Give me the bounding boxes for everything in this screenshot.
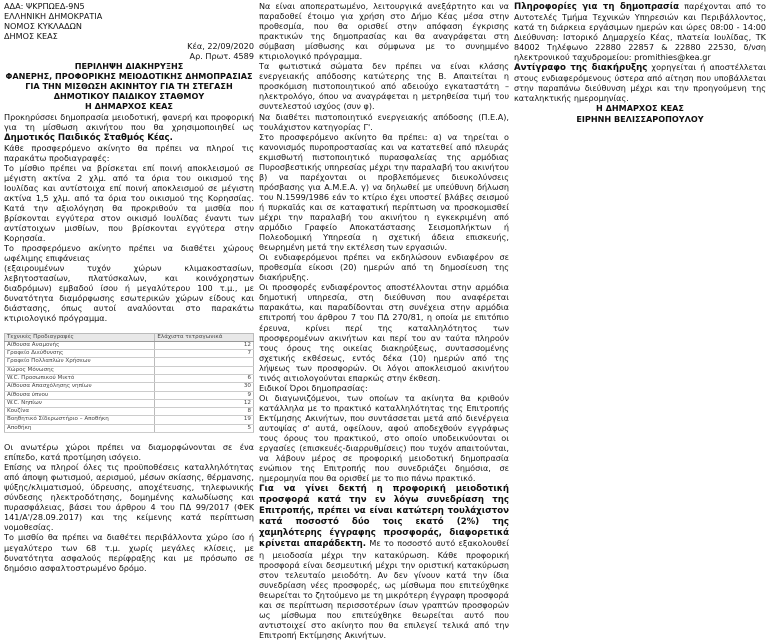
table-row: W.C. Προσωπικού Μικτό 6 [5,374,254,382]
signature-title: Η ΔΗΜΑΡΧΟΣ ΚΕΑΣ [596,103,684,114]
title-line-1: ΠΕΡΙΛΗΨΗ ΔΙΑΚΗΡΥΞΗΣ [74,61,184,72]
paragraph-area: Το προσφερόμενο ακίνητο πρέπει να διαθέτει χώρους ωφέλιμης επιφάνειας [4,243,254,264]
table-row: W.C. Νηπίων 12 [5,399,254,407]
paragraph-fire-safety: Στο προσφερόμενο ακίνητο θα πρέπει: α) να τηρείται ο κανονισμός πυροπροστασίας και να κατατεθεί από πλευράς εκμισθωτή πιστοποιητικό πυρασφαλείας της αρμόδιας Πυροσβεστικής υπηρεσίας μέχρι την παραλαβή του ακινήτου β) να παρέχονται οι προβλεπόμενες διευκολύνσεις πρόσβασης για Α.Μ.Ε.Α. γ) να δηλωθεί με υπεύθυνη δήλωση του Ν.1599/1986 εάν το κτίριο έχει υποστεί βλάβες σεισμού ή πυρκαϊάς και σε καταφατική περίπτωση να προσκομισθεί μέχρι την παραλαβή του ακινήτου η εγκεκριμένη από αρμόδιο Γραφείο Αποκατάστασης Σεισμοπλήκτων ή Πολεοδομική Υπηρεσία η σχετική άδεια επισκευής, θεωρημένη μετά την εκτέλεση των εργασιών. [259,131,509,253]
title-line-3: ΓΙΑ ΤΗΝ ΜΙΣΘΩΣΗ ΑΚΙΝΗΤΟΥ ΓΙΑ ΤΗ ΣΤΕΓΑΣΗ [25,81,233,92]
signature-name: ΕΙΡΗΝΗ ΒΕΛΙΣΣΑΡΟΠΟΥΛΟΥ [576,113,704,124]
municipality-name: ΔΗΜΟΣ ΚΕΑΣ [4,31,58,42]
state-name: ΕΛΛΗΝΙΚΗ ΔΗΜΟΚΡΑΤΙΑ [4,11,103,22]
paragraph-info: Πληροφορίες για τη δημοπρασία παρέχονται από το Αυτοτελές Τμήμα Τεχνικών Υπηρεσιών και Περιβάλλοντος, κατά τη διάρκεια εργάσιμων ημερών και ώρες 08:00 - 14:00 Διεύθυνση: Ιστορικό Δημαρχείο Κέας, πλατεία Ιουλίδας, ΤΚ 84002 Τηλέφωνο 22880 22857 & 22880 22530, δ/νση ηλεκτρονικού ταχυδρομείου: promithies@kea.gr [514,1,766,63]
paragraph-lighting: Τα φωτιστικά σώματα δεν πρέπει να είναι κλάσης ενεργειακής απόδοσης κατώτερης της Β. Απαιτείται η προσκόμιση πιστοποιητικού από αδειούχο εγκαταστάτη – ηλεκτρολόγο, όπου να αναγράφεται η μετρηθείσα τιμή του συντελεστού ισχύος (συν φ). [259,61,509,112]
paragraph-completion: Να είναι αποπερατωμένο, λειτουργικά ανεξάρτητο και να παραδοθεί έτοιμο για χρήση στο Δήμο Κέας μέσα στην προθεσμία, που θα ορισθεί στην απόφαση έγκρισης πρακτικών της δημοπρασίας και θα αναγράφεται στη σύμβαση μίσθωσης και σύμφωνα με το συνημμένο κτιριολογικό πρόγραμμα. [259,1,509,62]
paragraph-area-detail: (εξαιρουμένων τυχόν χώρων κλιμακοστασίων, λεβητοστασίων, πλατύσκαλων, και κοινόχρηστων διαδρόμων) εμβαδού ίσου ή μεγαλύτερου 100 τ.μ., με δυνατότητα διαμόρφωσης εσωτερικών χώρων είδους και διάστασης, όπως αυτοί αναλύονται στο παρακάτω κτιριολογικό πρόγραμμα. [4,263,254,324]
paragraph-committee: Οι προσφορές ενδιαφέροντος αποστέλλονται στην αρμόδια δημοτική υπηρεσία, στη διεύθυνση που αναφέρεται παρακάτω, και παραδίδονται στη συνέχεια στην αρμόδια επιτροπή του άρθρου 7 του ΠΔ 270/81, η οποία με επιτόπιο έρευνα, κρίνει περί της καταλληλότητος των προσφερομένων ακινήτων και περί του αν ταύτα πληρούν τους όρους της οικείας διακηρύξεως, συντασσομένης σχετικής εκθέσεως, εντός δέκα (10) ημερών από της λήψεως των προσφορών. Οι λόγοι αποκλεισμού ακινήτου τινός αιτιολογούνται επαρκώς στην έκθεση. [259,282,509,383]
column-1 [4,1,254,573]
table-row: Αίθουσα Απασχόλησης νηπίων 30 [5,383,254,391]
ada-code: ΑΔΑ: ΨΚΡΠΩΕΔ-9Ν5 [4,1,85,11]
building-program-table [4,333,254,434]
table-row: Αίθουσα ύπνου 9 [5,391,254,399]
paragraph-location: Το μίσθιο πρέπει να βρίσκεται επί ποινή αποκλεισμού σε μέγιστη ακτίνα 2 χλμ. από τα όρια του οικισμού της Ιουλίδας και αντίστοιχα επί ποινή αποκλεισμού σε μέγιστη ακτίνα 1,5 χλμ. από τα όρια του οικισμού της Κορησσίας. Κατά την αξιολόγηση θα προκριθούν τα μισθία που βρίσκονται εγγύτερα στον οικισμό Ιουλίδας έναντι των αντίστοιχων μισθίων, που βρίσκονται εγγύτερα στην Κορησσία. [4,162,254,244]
special-terms-heading: Ειδικοί Όροι δημοπρασίας: [259,382,368,393]
protocol-number: Αρ. Πρωτ. 4589 [189,51,254,62]
paragraph-level: Οι ανωτέρω χώροι πρέπει να διαμορφώνονται σε ένα επίπεδο, κατά προτίμηση ισόγειο. [4,442,254,463]
table-row: Γραφείο Πολλαπλών Χρήσεων [5,358,254,366]
title-line-4: ΔΗΜΟΤΙΚΟΥ ΠΑΙΔΙΚΟΥ ΣΤΑΘΜΟΥ [53,91,205,102]
paragraph-suitability: Επίσης να πληροί όλες τις προϋποθέσεις καταλληλότητας από άποψη φωτισμού, αερισμού, μέσων σκίασης, θέρμανσης, ψύξης/κλιματισμού, ύδρευσης, αποχέτευσης, τηλεφωνικής σύνδεσης ηλεκτροδότησης, δομημένης καλωδίωσης και πυρασφάλειας, βάσει του άρθρου 4 του ΠΔ 99/2017 (ΦΕΚ 141/Α'/28.09.2017) και της κείμενης κατά περίπτωση νομοθεσίας. [4,462,254,533]
title-line-2: ΦΑΝΕΡΗΣ, ΠΡΟΦΟΡΙΚΗΣ ΜΕΙΟΔΟΤΙΚΗΣ ΔΗΜΟΠΡΑΣΙΑΣ [5,71,253,82]
table-header-area: Ελάχιστα τετραγωνικά [155,333,254,341]
paragraph-deadline: Οι ενδιαφερόμενοι πρέπει να εκδηλώσουν ενδιαφέρον σε προθεσμία είκοσι (20) ημερών από τη δημοσίευση της διακήρυξης. [259,252,509,283]
table-row: Αποθήκη 5 [5,424,254,432]
table-row: Αίθουσα Αναμονής 12 [5,341,254,349]
place-date: Κέα, 22/09/2020 [187,41,254,52]
prefecture-name: ΝΟΜΟΣ ΚΥΚΛΑΔΩΝ [4,21,82,32]
paragraph-copy: Αντίγραφο της διακήρυξης χορηγείται ή αποστέλλεται στους ενδιαφερόμενους ύστερα από αίτηση που υποβάλλεται στην παραπάνω διεύθυνση μέχρι και την προηγούμενη της καταληκτικής ημερομηνίας. [514,62,766,104]
paragraph-bid-rule: Για να γίνει δεκτή η προφορική μειοδοτική προσφορά κατά την εν λόγω συνεδρίαση της Επιτροπής, πρέπει να είναι κατώτερη τουλάχιστον κατά ποσοστό δύο τοις εκατό (2%) της χαμηλότερης έγγραφης προσφοράς, διαφορετικά κρίνεται απαράδεκτη. Με το ποσοστό αυτό εξακολουθεί η μειοδοσία μέχρι την κατακύρωση. Κάθε προφορική προσφορά είναι δεσμευτική μέχρι την οριστική κατακύρωση στον τελευταίο μειοδότη. Αν δεν γίνουν κατά την ίδια συνεδρίαση νέες προσφορές, ως μίσθωμα που επιτεύχθηκε θεωρείται το ζητούμενο με τη μικρότερη έγγραφη προσφορά και σε περίπτωση περισσοτέρων ίσων γραπτών προσφορών ως μίσθωμα που επιτεύχθηκε θεωρείται αυτό που αντιστοιχεί στο ακίνητο που θα επιλεγεί τελικά από την Επιτροπή Εκτίμησης Ακινήτων. [259,484,509,640]
paragraph-specs-intro: Κάθε προσφερόμενο ακίνητο θα πρέπει να πληροί τις παρακάτω προδιαγραφές: [4,142,254,163]
table-header-spec: Τεχνικές Προδιαγραφές [5,333,155,341]
paragraph-yard: Το μισθίο θα πρέπει να διαθέτει περιβάλλοντα χώρο ίσο ή μεγαλύτερο των 68 τ.μ. χωρίς μεγάλες κλίσεις, με δυνατότητα ασφαλούς περίφραξης και με πρόσωπο σε δημόσιο ασφαλτοστρωμένο δρόμο. [4,532,254,573]
table-row: Χώρος Μόνωσης [5,366,254,374]
paragraph-energy-cert: Να διαθέτει πιστοποιητικό ενεργειακής απόδοσης (Π.Ε.Α), τουλάχιστον κατηγορίας Γ'. [259,111,509,132]
table-row: Βοηθητικό Σίδερωστήριο – Αποθήκη 19 [5,416,254,424]
paragraph-auction-process: Οι διαγωνιζόμενοι, των οποίων τα ακίνητα θα κριθούν κατάλληλα με το πρακτικό καταλληλότητας της Επιτροπής Εκτίμησης Ακινήτων, που συντάσσεται μετά από διενέργεια αυτοψίας σ' αυτά, οφείλουν, αφού αποδεχθούν εγγράφως τους όρους του πρακτικού, στο οποίο υποδεικνύονται οι εργασίες (επισκευές-διαρρυθμίσεις) που τυχόν απαιτούνται, να λάβουν μέρος σε προφορική μειοδοτική δημοπρασία ενώπιον της Επιτροπής που συνεδριάζει δημόσια, σε ημερομηνία που θα ορισθεί με το πιο πάνω πρακτικό. [259,392,509,484]
table-row: Γραφείο Διεύθυνσης 7 [5,350,254,358]
column-3 [514,1,766,124]
column-2 [259,1,509,640]
facility-name: Δημοτικός Παιδικός Σταθμός Κέας. [4,132,173,143]
title-line-5: Η ΔΗΜΑΡΧΟΣ ΚΕΑΣ [85,101,173,112]
paragraph-announcement: Προκηρύσσει δημοπρασία μειοδοτική, φανερή και προφορική για τη μίσθωση ακινήτου που θα χρησιμοποιηθεί ως Δημοτικός Παιδικός Σταθμός Κέας. [4,111,254,143]
table-row: Κουζίνα 8 [5,408,254,416]
